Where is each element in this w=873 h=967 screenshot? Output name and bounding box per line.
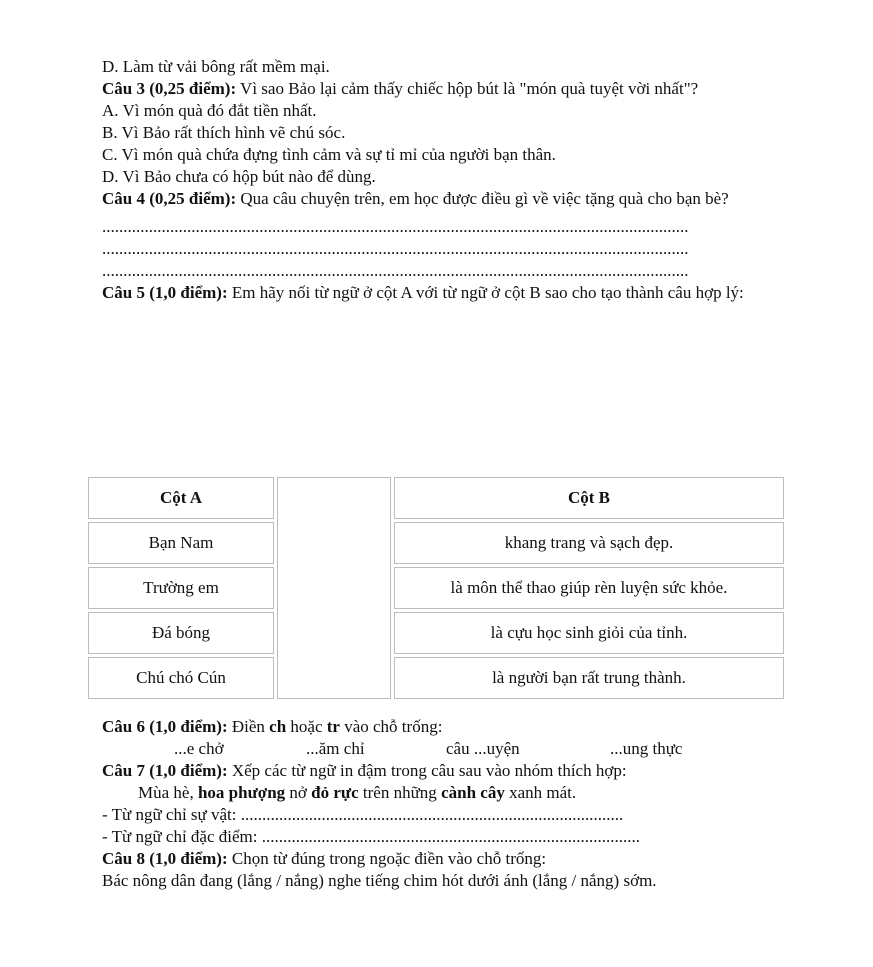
q6-text-pre: Điền bbox=[227, 717, 270, 736]
table-row bbox=[88, 657, 784, 699]
col-a-item[interactable]: Đá bóng bbox=[88, 612, 274, 654]
q7-text: Xếp các từ ngữ in đậm trong câu sau vào nhóm thích hợp: bbox=[227, 761, 627, 780]
matching-table bbox=[85, 474, 787, 702]
q7-features-line[interactable]: - Từ ngữ chỉ đặc điểm: ......................................................................................... bbox=[102, 827, 640, 846]
col-a-item[interactable]: Bạn Nam bbox=[88, 522, 274, 564]
col-a-item[interactable]: Chú chó Cún bbox=[88, 657, 274, 699]
col-b-item[interactable]: khang trang và sạch đẹp. bbox=[394, 522, 784, 564]
q6-blanks bbox=[102, 738, 772, 760]
col-a-header: Cột A bbox=[88, 477, 274, 519]
q4-text: Qua câu chuyện trên, em học được điều gì về việc tặng quà cho bạn bè? bbox=[236, 189, 729, 208]
q6-label: Câu 6 (1,0 điểm): bbox=[102, 717, 228, 736]
q6-ch: ch bbox=[269, 717, 287, 736]
q3-option-c: C. Vì món quà chứa đựng tình cảm và sự tỉ mỉ của người bạn thân. bbox=[102, 145, 556, 164]
worksheet-top bbox=[102, 56, 772, 304]
q7-bold-2: đỏ rực bbox=[311, 783, 359, 802]
q3-option-d: D. Vì Bảo chưa có hộp bút nào để dùng. bbox=[102, 167, 376, 186]
q7-s4: xanh mát. bbox=[504, 783, 577, 802]
col-b-item[interactable]: là người bạn rất trung thành. bbox=[394, 657, 784, 699]
col-b-header: Cột B bbox=[394, 477, 784, 519]
q3-text: Vì sao Bảo lại cảm thấy chiếc hộp bút là "món quà tuyệt vời nhất"? bbox=[236, 79, 699, 98]
q7-things-line[interactable]: - Từ ngữ chỉ sự vật: .......................................................................................... bbox=[102, 805, 624, 824]
question-5 bbox=[102, 282, 772, 304]
q6-blank[interactable]: câu ...uyện bbox=[446, 739, 520, 758]
question-7 bbox=[102, 760, 772, 782]
q4-label: Câu 4 (0,25 điểm): bbox=[102, 189, 237, 208]
q3-option-b: B. Vì Bảo rất thích hình vẽ chú sóc. bbox=[102, 123, 346, 142]
q5-label: Câu 5 (1,0 điểm): bbox=[102, 283, 228, 302]
q7-s1: Mùa hè, bbox=[138, 783, 198, 802]
question-4 bbox=[102, 188, 772, 210]
question-8 bbox=[102, 848, 772, 870]
q4-answer-line-3[interactable]: .......................................................................................................................................... bbox=[102, 261, 689, 280]
col-a-item[interactable]: Trường em bbox=[88, 567, 274, 609]
worksheet-bottom bbox=[102, 716, 772, 892]
q3-option-a: A. Vì món quà đó đắt tiền nhất. bbox=[102, 101, 317, 120]
q6-blank[interactable]: ...ăm chỉ bbox=[306, 739, 365, 758]
matching-space[interactable] bbox=[277, 477, 391, 699]
q2-option-d: D. Làm từ vải bông rất mềm mại. bbox=[102, 57, 330, 76]
q7-sentence bbox=[102, 782, 772, 804]
q7-bold-3: cành cây bbox=[441, 783, 505, 802]
q6-tr: tr bbox=[326, 717, 340, 736]
q7-bold-1: hoa phượng bbox=[197, 783, 286, 802]
col-b-item[interactable]: là môn thể thao giúp rèn luyện sức khỏe. bbox=[394, 567, 784, 609]
q7-s3: trên những bbox=[358, 783, 442, 802]
table-row bbox=[88, 567, 784, 609]
table-row bbox=[88, 522, 784, 564]
q4-answer-line-1[interactable]: .......................................................................................................................................... bbox=[102, 217, 689, 236]
q8-sentence: Bác nông dân đang (lắng / nắng) nghe tiếng chim hót dưới ánh (lắng / nắng) sớm. bbox=[102, 871, 657, 890]
q6-text-post: vào chỗ trống: bbox=[339, 717, 443, 736]
q4-answer-line-2[interactable]: .......................................................................................................................................... bbox=[102, 239, 689, 258]
q6-blank[interactable]: ...e chở bbox=[174, 739, 224, 758]
col-b-item[interactable]: là cựu học sinh giỏi của tỉnh. bbox=[394, 612, 784, 654]
q3-label: Câu 3 (0,25 điểm): bbox=[102, 79, 237, 98]
q7-s2: nở bbox=[285, 783, 312, 802]
table-header-row bbox=[88, 477, 784, 519]
q7-label: Câu 7 (1,0 điểm): bbox=[102, 761, 228, 780]
question-6 bbox=[102, 716, 772, 738]
q6-blank[interactable]: ...ung thực bbox=[610, 739, 683, 758]
q8-label: Câu 8 (1,0 điểm): bbox=[102, 849, 228, 868]
question-3 bbox=[102, 78, 772, 100]
table-row bbox=[88, 612, 784, 654]
q5-text: Em hãy nối từ ngữ ở cột A với từ ngữ ở cột B sao cho tạo thành câu hợp lý: bbox=[227, 283, 744, 302]
q8-text: Chọn từ đúng trong ngoặc điền vào chỗ trống: bbox=[227, 849, 547, 868]
q6-text-mid: hoặc bbox=[286, 717, 327, 736]
